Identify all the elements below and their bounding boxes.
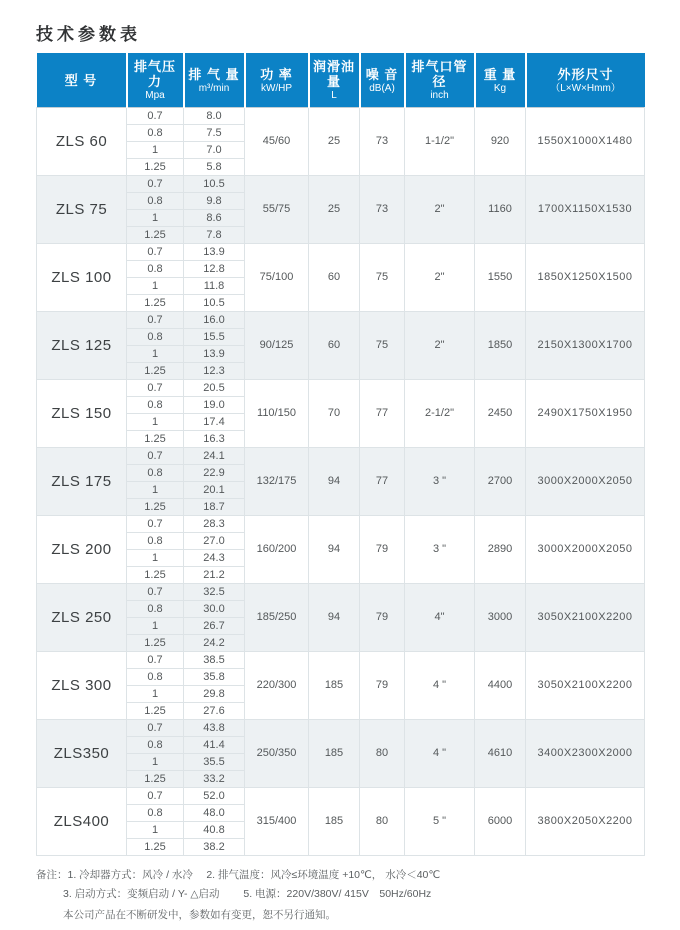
pressure-cell: 0.8 [127, 737, 184, 754]
col-header-pipe [405, 53, 475, 108]
displacement-cell: 41.4 [184, 737, 245, 754]
noise-cell: 80 [360, 788, 405, 856]
displacement-cell: 28.3 [184, 516, 245, 533]
displacement-cell: 24.1 [184, 448, 245, 465]
displacement-cell: 20.1 [184, 482, 245, 499]
displacement-cell: 35.5 [184, 754, 245, 771]
model-cell: ZLS350 [37, 720, 127, 788]
power-cell: 220/300 [245, 652, 309, 720]
spec-table [36, 53, 645, 856]
power-cell: 185/250 [245, 584, 309, 652]
pipe-cell: 4 " [405, 720, 475, 788]
table-row [37, 652, 645, 669]
notes [36, 866, 644, 925]
power-cell: 315/400 [245, 788, 309, 856]
displacement-cell: 38.2 [184, 839, 245, 856]
displacement-cell: 32.5 [184, 584, 245, 601]
oil-cell: 60 [309, 312, 360, 380]
pipe-cell: 2" [405, 244, 475, 312]
pressure-cell: 0.7 [127, 788, 184, 805]
pipe-cell: 4 " [405, 652, 475, 720]
displacement-cell: 19.0 [184, 397, 245, 414]
displacement-cell: 24.2 [184, 635, 245, 652]
displacement-cell: 27.0 [184, 533, 245, 550]
pressure-cell: 1.25 [127, 295, 184, 312]
col-header-displacement-label: 排 气 量 [188, 66, 240, 82]
dimensions-cell: 2490X1750X1950 [526, 380, 645, 448]
col-header-pressure [127, 53, 184, 108]
pressure-cell: 0.7 [127, 380, 184, 397]
weight-cell: 4400 [475, 652, 526, 720]
pressure-cell: 0.7 [127, 448, 184, 465]
pressure-cell: 1 [127, 210, 184, 227]
col-header-weight-unit: Kg [493, 82, 507, 94]
model-cell: ZLS 150 [37, 380, 127, 448]
pressure-cell: 0.8 [127, 193, 184, 210]
displacement-cell: 12.8 [184, 261, 245, 278]
table-row [37, 312, 645, 329]
pressure-cell: 1.25 [127, 771, 184, 788]
model-cell: ZLS400 [37, 788, 127, 856]
col-header-noise-unit: dB(A) [369, 82, 395, 94]
power-cell: 250/350 [245, 720, 309, 788]
dimensions-cell: 1700X1150X1530 [526, 176, 645, 244]
note-line-2: 3. 启动方式：变频启动 / Y- △启动 5. 电源：220V/380V/ 415V 50Hz/60Hz [63, 888, 432, 900]
weight-cell: 920 [475, 108, 526, 176]
displacement-cell: 11.8 [184, 278, 245, 295]
pipe-cell: 5 " [405, 788, 475, 856]
dimensions-cell: 3000X2000X2050 [526, 448, 645, 516]
oil-cell: 185 [309, 652, 360, 720]
noise-cell: 75 [360, 312, 405, 380]
pressure-cell: 0.7 [127, 108, 184, 125]
displacement-cell: 20.5 [184, 380, 245, 397]
displacement-cell: 10.5 [184, 295, 245, 312]
displacement-cell: 9.8 [184, 193, 245, 210]
pressure-cell: 0.8 [127, 465, 184, 482]
table-row [37, 108, 645, 125]
col-header-weight [475, 53, 526, 108]
model-cell: ZLS 125 [37, 312, 127, 380]
col-header-model-label: 型 号 [64, 72, 98, 88]
displacement-cell: 5.8 [184, 159, 245, 176]
table-row [37, 176, 645, 193]
oil-cell: 25 [309, 108, 360, 176]
weight-cell: 1550 [475, 244, 526, 312]
displacement-cell: 40.8 [184, 822, 245, 839]
dimensions-cell: 3000X2000X2050 [526, 516, 645, 584]
pressure-cell: 1 [127, 346, 184, 363]
noise-cell: 75 [360, 244, 405, 312]
oil-cell: 60 [309, 244, 360, 312]
pressure-cell: 0.7 [127, 720, 184, 737]
power-cell: 45/60 [245, 108, 309, 176]
col-header-dimensions [526, 53, 645, 108]
pressure-cell: 1.25 [127, 703, 184, 720]
displacement-cell: 7.8 [184, 227, 245, 244]
weight-cell: 2450 [475, 380, 526, 448]
weight-cell: 6000 [475, 788, 526, 856]
table-body [37, 108, 645, 856]
displacement-cell: 13.9 [184, 346, 245, 363]
table-row [37, 720, 645, 737]
table-row [37, 788, 645, 805]
noise-cell: 80 [360, 720, 405, 788]
displacement-cell: 16.0 [184, 312, 245, 329]
displacement-cell: 10.5 [184, 176, 245, 193]
pressure-cell: 1.25 [127, 635, 184, 652]
displacement-cell: 13.9 [184, 244, 245, 261]
page-title: 技术参数表 [36, 25, 141, 44]
noise-cell: 77 [360, 380, 405, 448]
pressure-cell: 1 [127, 482, 184, 499]
pressure-cell: 1.25 [127, 431, 184, 448]
pressure-cell: 1.25 [127, 227, 184, 244]
displacement-cell: 15.5 [184, 329, 245, 346]
displacement-cell: 12.3 [184, 363, 245, 380]
model-cell: ZLS 100 [37, 244, 127, 312]
pressure-cell: 0.7 [127, 584, 184, 601]
model-cell: ZLS 300 [37, 652, 127, 720]
model-cell: ZLS 200 [37, 516, 127, 584]
header-row [37, 53, 645, 108]
note-line-3: 本公司产品在不断研发中，参数如有变更，恕不另行通知。 [63, 909, 336, 921]
pressure-cell: 0.8 [127, 329, 184, 346]
pressure-cell: 0.8 [127, 601, 184, 618]
pressure-cell: 1 [127, 142, 184, 159]
oil-cell: 70 [309, 380, 360, 448]
dimensions-cell: 3800X2050X2200 [526, 788, 645, 856]
displacement-cell: 7.5 [184, 125, 245, 142]
power-cell: 90/125 [245, 312, 309, 380]
pipe-cell: 4" [405, 584, 475, 652]
pressure-cell: 1 [127, 278, 184, 295]
col-header-power-label: 功 率 [260, 66, 293, 82]
pressure-cell: 0.7 [127, 244, 184, 261]
col-header-oil-unit: L [331, 90, 337, 101]
weight-cell: 2890 [475, 516, 526, 584]
displacement-cell: 8.0 [184, 108, 245, 125]
table-row [37, 516, 645, 533]
pressure-cell: 1.25 [127, 839, 184, 856]
model-cell: ZLS 175 [37, 448, 127, 516]
power-cell: 55/75 [245, 176, 309, 244]
pressure-cell: 1 [127, 414, 184, 431]
model-cell: ZLS 60 [37, 108, 127, 176]
oil-cell: 94 [309, 516, 360, 584]
pressure-cell: 1 [127, 550, 184, 567]
pressure-cell: 0.8 [127, 669, 184, 686]
displacement-cell: 21.2 [184, 567, 245, 584]
pressure-cell: 0.8 [127, 805, 184, 822]
displacement-cell: 27.6 [184, 703, 245, 720]
dimensions-cell: 3400X2300X2000 [526, 720, 645, 788]
col-header-pressure-unit: Mpa [145, 90, 165, 101]
col-header-noise [360, 53, 405, 108]
noise-cell: 79 [360, 516, 405, 584]
power-cell: 132/175 [245, 448, 309, 516]
oil-cell: 94 [309, 584, 360, 652]
noise-cell: 79 [360, 584, 405, 652]
pipe-cell: 3 " [405, 516, 475, 584]
pressure-cell: 1.25 [127, 567, 184, 584]
pressure-cell: 0.8 [127, 533, 184, 550]
col-header-oil [309, 53, 360, 108]
pressure-cell: 0.7 [127, 652, 184, 669]
col-header-pipe-label: 排气口管径 [411, 59, 468, 89]
displacement-cell: 8.6 [184, 210, 245, 227]
pressure-cell: 1.25 [127, 159, 184, 176]
power-cell: 160/200 [245, 516, 309, 584]
displacement-cell: 33.2 [184, 771, 245, 788]
displacement-cell: 22.9 [184, 465, 245, 482]
oil-cell: 185 [309, 788, 360, 856]
displacement-cell: 38.5 [184, 652, 245, 669]
pressure-cell: 0.8 [127, 261, 184, 278]
power-cell: 110/150 [245, 380, 309, 448]
noise-cell: 77 [360, 448, 405, 516]
oil-cell: 185 [309, 720, 360, 788]
col-header-weight-label: 重 量 [483, 66, 517, 82]
dimensions-cell: 3050X2100X2200 [526, 584, 645, 652]
model-cell: ZLS 75 [37, 176, 127, 244]
col-header-pipe-unit: inch [430, 90, 449, 101]
col-header-power-unit: kW/HP [260, 82, 293, 94]
noise-cell: 73 [360, 108, 405, 176]
pressure-cell: 1 [127, 822, 184, 839]
col-header-power [245, 53, 309, 108]
table-row [37, 448, 645, 465]
weight-cell: 1160 [475, 176, 526, 244]
dimensions-cell: 1550X1000X1480 [526, 108, 645, 176]
pressure-cell: 0.7 [127, 516, 184, 533]
dimensions-cell: 3050X2100X2200 [526, 652, 645, 720]
pipe-cell: 2" [405, 312, 475, 380]
table-header [37, 53, 645, 108]
pipe-cell: 2-1/2" [405, 380, 475, 448]
displacement-cell: 35.8 [184, 669, 245, 686]
displacement-cell: 18.7 [184, 499, 245, 516]
table-row [37, 584, 645, 601]
col-header-model [37, 53, 127, 108]
col-header-dimensions-unit: （L×W×Hmm） [550, 82, 621, 94]
power-cell: 75/100 [245, 244, 309, 312]
pressure-cell: 1.25 [127, 363, 184, 380]
displacement-cell: 24.3 [184, 550, 245, 567]
displacement-cell: 43.8 [184, 720, 245, 737]
oil-cell: 25 [309, 176, 360, 244]
noise-cell: 79 [360, 652, 405, 720]
pressure-cell: 0.7 [127, 176, 184, 193]
displacement-cell: 16.3 [184, 431, 245, 448]
col-header-displacement-unit: m³/min [198, 82, 230, 94]
pressure-cell: 1 [127, 686, 184, 703]
weight-cell: 4610 [475, 720, 526, 788]
pressure-cell: 1.25 [127, 499, 184, 516]
displacement-cell: 26.7 [184, 618, 245, 635]
col-header-dimensions-label: 外形尺寸 [557, 66, 614, 82]
pressure-cell: 0.8 [127, 397, 184, 414]
table-row [37, 244, 645, 261]
displacement-cell: 29.8 [184, 686, 245, 703]
oil-cell: 94 [309, 448, 360, 516]
pipe-cell: 2" [405, 176, 475, 244]
weight-cell: 1850 [475, 312, 526, 380]
table-row [37, 380, 645, 397]
displacement-cell: 48.0 [184, 805, 245, 822]
dimensions-cell: 1850X1250X1500 [526, 244, 645, 312]
displacement-cell: 17.4 [184, 414, 245, 431]
pressure-cell: 1 [127, 618, 184, 635]
displacement-cell: 7.0 [184, 142, 245, 159]
displacement-cell: 52.0 [184, 788, 245, 805]
dimensions-cell: 2150X1300X1700 [526, 312, 645, 380]
pipe-cell: 3 " [405, 448, 475, 516]
pressure-cell: 0.7 [127, 312, 184, 329]
note-line-1: 备注：1. 冷却器方式：风冷 / 水冷 2. 排气温度：风冷≤环境温度 +10℃， 水冷＜40℃ [36, 869, 441, 881]
col-header-displacement [184, 53, 245, 108]
weight-cell: 2700 [475, 448, 526, 516]
col-header-pressure-label: 排气压力 [133, 59, 176, 89]
noise-cell: 73 [360, 176, 405, 244]
displacement-cell: 30.0 [184, 601, 245, 618]
pressure-cell: 0.8 [127, 125, 184, 142]
weight-cell: 3000 [475, 584, 526, 652]
col-header-noise-label: 噪 音 [365, 66, 399, 82]
col-header-oil-label: 润滑油量 [312, 59, 355, 89]
pressure-cell: 1 [127, 754, 184, 771]
pipe-cell: 1-1/2" [405, 108, 475, 176]
model-cell: ZLS 250 [37, 584, 127, 652]
